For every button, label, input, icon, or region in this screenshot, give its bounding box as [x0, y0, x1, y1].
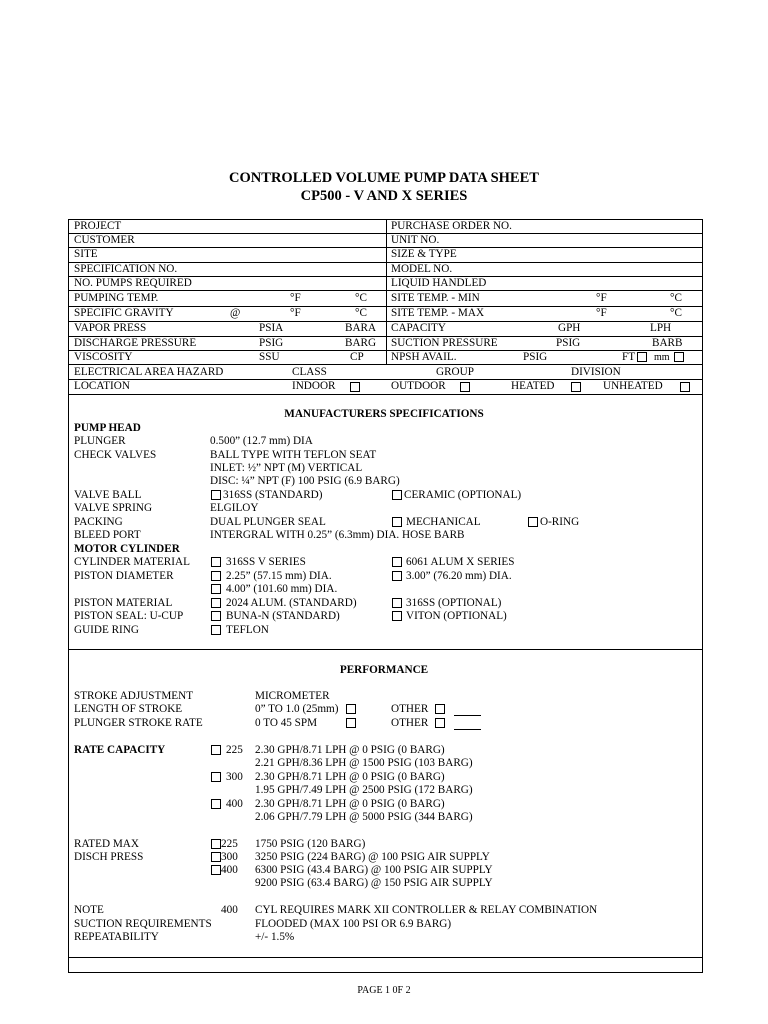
rc-400-label: 400 [226, 798, 243, 810]
performance-heading: PERFORMANCE [339, 664, 429, 676]
value-packing-oring: O-RING [540, 516, 580, 528]
label-other: OTHER [391, 703, 429, 715]
value-valve-ball-opt: CERAMIC (OPTIONAL) [404, 489, 522, 501]
label-note: NOTE [74, 904, 104, 916]
value-check-valves-3: DISC: ¼” NPT (F) 100 PSIG (6.9 BARG) [210, 475, 400, 487]
note-value: CYL REQUIRES MARK XII CONTROLLER & RELAY COMBINATION [255, 904, 598, 916]
page-number: PAGE 1 0F 2 [357, 985, 411, 996]
table-border-right [702, 219, 703, 972]
ps-opt-checkbox[interactable] [392, 611, 402, 621]
guide-ring-checkbox[interactable] [211, 625, 221, 635]
unit-barg: BARG [345, 337, 377, 349]
label-piston-diameter: PISTON DIAMETER [74, 570, 174, 582]
table-border-left [68, 219, 69, 972]
valve-ball-opt-checkbox[interactable] [392, 490, 402, 500]
unit-deg-c: °C [670, 292, 682, 304]
rc-400-line1: 2.30 GPH/8.71 LPH @ 0 PSIG (0 BARG) [255, 798, 445, 810]
unit-barb: BARB [652, 337, 683, 349]
label-viscosity: VISCOSITY [74, 351, 133, 363]
label-site-temp-min: SITE TEMP. - MIN [391, 292, 480, 304]
stroke-rate-checkbox[interactable] [346, 718, 356, 728]
pd-400-checkbox[interactable] [211, 584, 221, 594]
label-packing: PACKING [74, 516, 123, 528]
label-piston-seal: PISTON SEAL: U-CUP [74, 610, 184, 622]
rm-300-checkbox[interactable] [211, 852, 221, 862]
rm-300-value: 3250 PSIG (224 BARG) @ 100 PSIG AIR SUPPLY [255, 851, 490, 863]
label-group: GROUP [436, 366, 474, 378]
label-size-type: SIZE & TYPE [391, 248, 457, 260]
label-stroke-adjustment: STROKE ADJUSTMENT [74, 690, 194, 702]
unit-cp: CP [350, 351, 364, 363]
label-piston-material: PISTON MATERIAL [74, 597, 173, 609]
outdoor-checkbox[interactable] [460, 382, 470, 392]
ps-std-checkbox[interactable] [211, 611, 221, 621]
indoor-checkbox[interactable] [350, 382, 360, 392]
value-valve-ball-std: 316SS (STANDARD) [223, 489, 323, 501]
rm-400-value1: 6300 PSIG (43.4 BARG) @ 100 PSIG AIR SUPPLY [255, 864, 493, 876]
value-check-valves-1: BALL TYPE WITH TEFLON SEAT [210, 449, 377, 461]
note-number: 400 [221, 904, 238, 916]
unit-deg-f: °F [596, 307, 607, 319]
value-ps-std: BUNA-N (STANDARD) [226, 610, 340, 622]
label-cylinder-material: CYLINDER MATERIAL [74, 556, 190, 568]
table-border-bottom [68, 972, 703, 973]
label-class: CLASS [292, 366, 327, 378]
label-disch-press: DISCH PRESS [74, 851, 144, 863]
value-guide-ring: TEFLON [226, 624, 269, 636]
unit-lph: LPH [650, 322, 672, 334]
label-rated-max: RATED MAX [74, 838, 139, 850]
value-bleed-port: INTERGRAL WITH 0.25” (6.3mm) DIA. HOSE BARB [210, 529, 465, 541]
stroke-rate-other-blank[interactable] [454, 729, 481, 730]
column-divider [386, 219, 387, 364]
rc-300-line2: 1.95 GPH/7.49 LPH @ 2500 PSIG (172 BARG) [255, 784, 473, 796]
rc-300-label: 300 [226, 771, 243, 783]
label-specific-gravity: SPECIFIC GRAVITY [74, 307, 174, 319]
value-repeatability: +/- 1.5% [255, 931, 295, 943]
label-model-no: MODEL NO. [391, 263, 453, 275]
unit-deg-c: °C [670, 307, 682, 319]
label-customer: CUSTOMER [74, 234, 135, 246]
unit-psig: PSIG [523, 351, 548, 363]
value-cyl-x: 6061 ALUM X SERIES [406, 556, 515, 568]
pd-300-checkbox[interactable] [392, 571, 402, 581]
doc-subtitle: CP500 - V AND X SERIES [300, 188, 468, 204]
packing-mech-checkbox[interactable] [392, 517, 402, 527]
cyl-x-checkbox[interactable] [392, 557, 402, 567]
value-pd-225: 2.25” (57.15 mm) DIA. [226, 570, 332, 582]
unit-ssu: SSU [259, 351, 280, 363]
label-site-temp-max: SITE TEMP. - MAX [391, 307, 485, 319]
label-site: SITE [74, 248, 98, 260]
value-plunger-stroke-rate: 0 TO 45 SPM [255, 717, 318, 729]
unit-psig: PSIG [259, 337, 284, 349]
label-electrical-area-hazard: ELECTRICAL AREA HAZARD [74, 366, 224, 378]
value-stroke-adjustment: MICROMETER [255, 690, 330, 702]
rc-225-checkbox[interactable] [211, 745, 221, 755]
label-valve-spring: VALVE SPRING [74, 502, 153, 514]
rc-300-line1: 2.30 GPH/8.71 LPH @ 0 PSIG (0 BARG) [255, 771, 445, 783]
value-pm-std: 2024 ALUM. (STANDARD) [226, 597, 357, 609]
label-length-of-stroke: LENGTH OF STROKE [74, 703, 183, 715]
label-at: @ [230, 307, 241, 319]
value-packing: DUAL PLUNGER SEAL [210, 516, 326, 528]
section-divider [68, 649, 703, 650]
unit-deg-f: °F [290, 292, 301, 304]
value-plunger: 0.500” (12.7 mm) DIA [210, 435, 313, 447]
rm-225-label: 225 [221, 838, 238, 850]
value-suction-requirements: FLOODED (MAX 100 PSI OR 6.9 BARG) [255, 918, 452, 930]
section-motor-cylinder: MOTOR CYLINDER [74, 543, 180, 555]
label-suction-pressure: SUCTION PRESSURE [391, 337, 498, 349]
unit-gph: GPH [558, 322, 581, 334]
pd-225-checkbox[interactable] [211, 571, 221, 581]
label-capacity: CAPACITY [391, 322, 446, 334]
stroke-rate-other-checkbox[interactable] [435, 718, 445, 728]
unit-deg-c: °C [355, 292, 367, 304]
heated-checkbox[interactable] [571, 382, 581, 392]
label-discharge-pressure: DISCHARGE PRESSURE [74, 337, 197, 349]
label-plunger: PLUNGER [74, 435, 126, 447]
unit-deg-f: °F [290, 307, 301, 319]
label-specification-no: SPECIFICATION NO. [74, 263, 178, 275]
value-length-of-stroke: 0” TO 1.0 (25mm) [255, 703, 339, 715]
rc-400-checkbox[interactable] [211, 799, 221, 809]
label-suction-requirements: SUCTION REQUIREMENTS [74, 918, 212, 930]
unit-deg-f: °F [596, 292, 607, 304]
rc-225-label: 225 [226, 744, 243, 756]
label-unit-no: UNIT NO. [391, 234, 440, 246]
length-other-blank[interactable] [454, 715, 481, 716]
label-outdoor: OUTDOOR [391, 380, 446, 392]
label-rate-capacity: RATE CAPACITY [74, 744, 166, 756]
ft-checkbox[interactable] [637, 352, 647, 362]
rm-300-label: 300 [221, 851, 238, 863]
unit-mm: mm [654, 352, 670, 363]
length-of-stroke-checkbox[interactable] [346, 704, 356, 714]
label-repeatability: REPEATABILITY [74, 931, 159, 943]
rm-225-checkbox[interactable] [211, 839, 221, 849]
label-division: DIVISION [571, 366, 621, 378]
rm-400-value2: 9200 PSIG (63.4 BARG) @ 150 PSIG AIR SUPPLY [255, 877, 493, 889]
label-vapor-press: VAPOR PRESS [74, 322, 147, 334]
label-unheated: UNHEATED [603, 380, 663, 392]
label-pumping-temp: PUMPING TEMP. [74, 292, 159, 304]
manufacturers-heading: MANUFACTURERS SPECIFICATIONS [284, 408, 484, 420]
label-project: PROJECT [74, 220, 122, 232]
section-pump-head: PUMP HEAD [74, 422, 141, 434]
doc-title: CONTROLLED VOLUME PUMP DATA SHEET [229, 170, 539, 186]
label-location: LOCATION [74, 380, 130, 392]
label-guide-ring: GUIDE RING [74, 624, 139, 636]
rm-225-value: 1750 PSIG (120 BARG) [255, 838, 366, 850]
label-liquid-handled: LIQUID HANDLED [391, 277, 487, 289]
unit-deg-c: °C [355, 307, 367, 319]
rc-225-line2: 2.21 GPH/8.36 LPH @ 1500 PSIG (103 BARG) [255, 757, 473, 769]
value-valve-spring: ELGILOY [210, 502, 259, 514]
unit-ft: FT [622, 351, 636, 363]
rm-400-checkbox[interactable] [211, 865, 221, 875]
value-pd-400: 4.00” (101.60 mm) DIA. [226, 583, 338, 595]
label-purchase-order: PURCHASE ORDER NO. [391, 220, 512, 232]
value-ps-opt: VITON (OPTIONAL) [406, 610, 507, 622]
rc-300-checkbox[interactable] [211, 772, 221, 782]
unit-psig: PSIG [556, 337, 581, 349]
row-divider [68, 364, 703, 365]
mm-checkbox[interactable] [674, 352, 684, 362]
value-pd-300: 3.00” (76.20 mm) DIA. [406, 570, 512, 582]
section-divider [68, 957, 703, 958]
rc-400-line2: 2.06 GPH/7.79 LPH @ 5000 PSIG (344 BARG) [255, 811, 473, 823]
row-divider [68, 394, 703, 395]
length-other-checkbox[interactable] [435, 704, 445, 714]
packing-oring-checkbox[interactable] [528, 517, 538, 527]
value-packing-mech: MECHANICAL [406, 516, 481, 528]
value-pm-opt: 316SS (OPTIONAL) [406, 597, 502, 609]
label-bleed-port: BLEED PORT [74, 529, 141, 541]
pm-std-checkbox[interactable] [211, 598, 221, 608]
label-other: OTHER [391, 717, 429, 729]
value-check-valves-2: INLET: ½” NPT (M) VERTICAL [210, 462, 363, 474]
unit-psia: PSIA [259, 322, 284, 334]
label-indoor: INDOOR [292, 380, 336, 392]
unit-bara: BARA [345, 322, 377, 334]
pm-opt-checkbox[interactable] [392, 598, 402, 608]
label-pumps-required: NO. PUMPS REQUIRED [74, 277, 192, 289]
valve-ball-std-checkbox[interactable] [211, 490, 221, 500]
label-plunger-stroke-rate: PLUNGER STROKE RATE [74, 717, 203, 729]
unheated-checkbox[interactable] [680, 382, 690, 392]
label-valve-ball: VALVE BALL [74, 489, 142, 501]
cyl-v-checkbox[interactable] [211, 557, 221, 567]
value-cyl-v: 316SS V SERIES [226, 556, 306, 568]
label-npsh-avail: NPSH AVAIL. [391, 351, 457, 363]
rc-225-line1: 2.30 GPH/8.71 LPH @ 0 PSIG (0 BARG) [255, 744, 445, 756]
rm-400-label: 400 [221, 864, 238, 876]
label-check-valves: CHECK VALVES [74, 449, 157, 461]
label-heated: HEATED [511, 380, 555, 392]
